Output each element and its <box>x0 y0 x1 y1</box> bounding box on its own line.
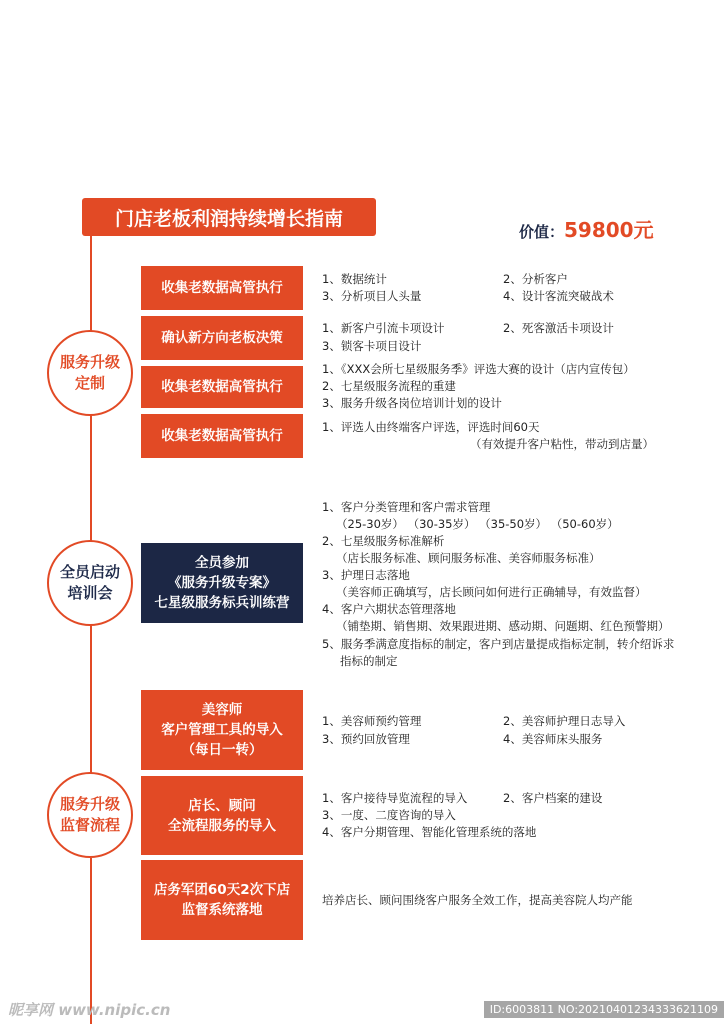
watermark-right: ID:6003811 NO:20210401234333621109 <box>484 1001 724 1018</box>
step-line: 3、分析项目人头量 <box>322 289 422 303</box>
step-line: 2、客户档案的建设 <box>503 791 603 805</box>
step-line: 1、《XXX会所七星级服务季》评选大赛的设计（店内宣传包） <box>322 362 635 376</box>
step-line: 2、七星级服务流程的重建 <box>322 379 456 393</box>
step-box: 美容师 客户管理工具的导入 （每日一转） <box>141 690 303 770</box>
section-circle-training-kickoff: 全员启动 培训会 <box>47 540 133 626</box>
step-line: 2、分析客户 <box>503 272 568 286</box>
timeline-line-mid2 <box>90 624 92 784</box>
step-line: 4、美容师床头服务 <box>503 732 603 746</box>
step-box: 店务军团60天2次下店 监督系统落地 <box>141 860 303 940</box>
step-line: 2、七星级服务标准解析 <box>322 534 445 548</box>
step-line: 3、护理日志落地 <box>322 568 410 582</box>
timeline-line-top <box>90 236 92 332</box>
page-title: 门店老板利润持续增长指南 <box>82 198 376 236</box>
section-circle-supervision: 服务升级 监督流程 <box>47 772 133 858</box>
step-line: 3、一度、二度咨询的导入 <box>322 808 456 822</box>
watermark-left: 昵享网 www.nipic.cn <box>8 1001 171 1019</box>
price-value: 59800元 <box>564 218 654 242</box>
step-line: （铺垫期、销售期、效果跟进期、感动期、问题期、红色预警期） <box>336 619 670 633</box>
timeline-line-mid1 <box>90 406 92 550</box>
step-line: 1、客户接待导览流程的导入 <box>322 791 468 805</box>
step-line: 1、新客户引流卡项设计 <box>322 321 445 335</box>
step-line: 指标的制定 <box>340 654 398 668</box>
step-line: 培养店长、顾问围绕客户服务全效工作，提高美容院人均产能 <box>322 893 633 907</box>
step-box: 店长、顾问 全流程服务的导入 <box>141 776 303 855</box>
section-circle-service-upgrade: 服务升级 定制 <box>47 330 133 416</box>
step-line: 1、客户分类管理和客户需求管理 <box>322 500 491 514</box>
step-box: 收集老数据高管执行 <box>141 266 303 310</box>
step-line: 1、美容师预约管理 <box>322 714 422 728</box>
price-label-text: 价值： <box>519 223 565 241</box>
step-line: 5、服务季满意度指标的制定，客户到店量提成指标定制，转介绍诉求 <box>322 637 675 651</box>
step-line: 4、客户分期管理、智能化管理系统的落地 <box>322 825 537 839</box>
step-line: 1、数据统计 <box>322 272 387 286</box>
step-line: 2、死客激活卡项设计 <box>503 321 614 335</box>
step-line: 3、锁客卡项目设计 <box>322 339 422 353</box>
step-line: 3、预约回放管理 <box>322 732 410 746</box>
price-label <box>519 214 654 243</box>
step-box-training-camp: 全员参加 《服务升级专案》 七星级服务标兵训练营 <box>141 543 303 623</box>
step-line: （25-30岁） （30-35岁） （35-50岁） （50-60岁） <box>336 517 619 531</box>
step-box: 收集老数据高管执行 <box>141 414 303 458</box>
step-line: （店长服务标准、顾问服务标准、美容师服务标准） <box>336 551 601 565</box>
step-line: 1、评选人由终端客户评选，评选时间60天 <box>322 420 540 434</box>
step-box: 收集老数据高管执行 <box>141 366 303 408</box>
step-line: 3、服务升级各岗位培训计划的设计 <box>322 396 502 410</box>
step-box: 确认新方向老板决策 <box>141 316 303 360</box>
step-line: 2、美容师护理日志导入 <box>503 714 626 728</box>
step-line: （有效提升客户粘性，带动到店量） <box>470 437 654 451</box>
step-line: （美容师正确填写，店长顾问如何进行正确辅导，有效监督） <box>336 585 647 599</box>
step-line: 4、客户六期状态管理落地 <box>322 602 456 616</box>
step-line: 4、设计客流突破战术 <box>503 289 614 303</box>
